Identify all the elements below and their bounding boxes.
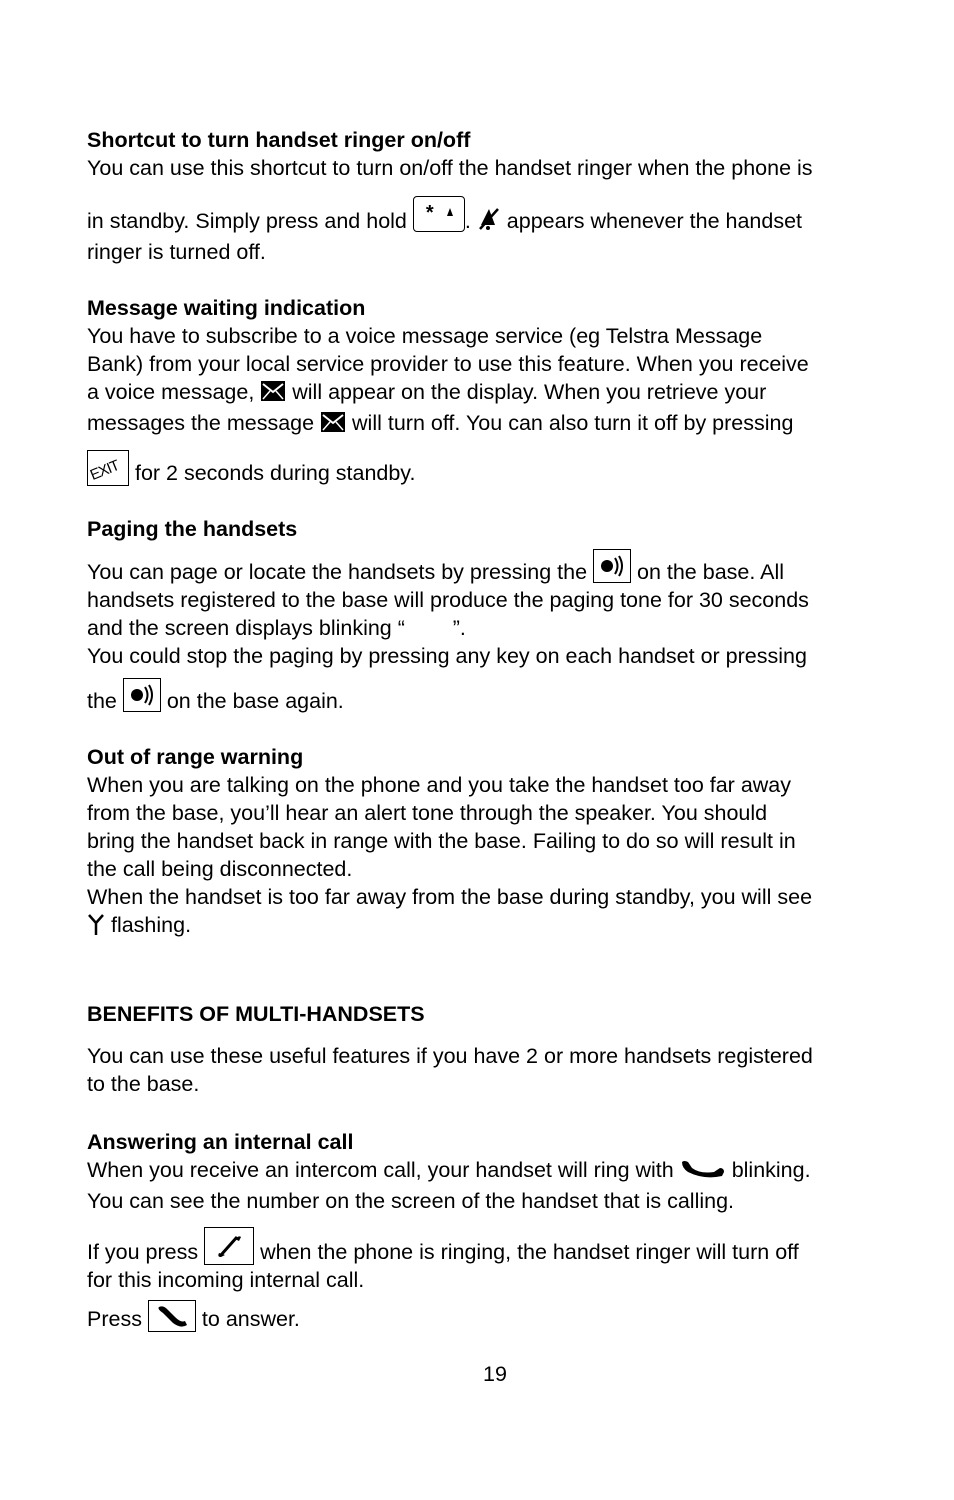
para-range-line3: bring the handset back in range with the base. Failing to do so will result in (87, 829, 796, 853)
antenna-icon (87, 913, 105, 942)
para-internal-line2: You can see the number on the screen of the handset that is calling. (87, 1189, 735, 1213)
para-message-line4: messages the message will turn off. You can also turn it off by pressing (87, 409, 907, 440)
mute-key-icon (204, 1227, 254, 1265)
para-paging-line1: You can page or locate the handsets by pressing the on the base. All (87, 549, 907, 586)
exit-key-icon: EXIT (87, 450, 129, 486)
para-range-line4: the call being disconnected. (87, 857, 353, 881)
para-internal-line1: When you receive an intercom call, your handset will ring with blinking. (87, 1156, 907, 1187)
heading-message: Message waiting indication (87, 296, 366, 320)
para-message-line2: Bank) from your local service provider to use this feature. When you receive (87, 352, 809, 376)
para-paging-line2: handsets registered to the base will produce the paging tone for 30 seconds (87, 588, 809, 612)
heading-benefits: BENEFITS OF MULTI-HANDSETS (87, 1002, 425, 1026)
para-paging-line5: the on the base again. (87, 678, 907, 715)
handset-icon (680, 1158, 726, 1187)
envelope-icon (260, 380, 286, 409)
para-internal-line3: If you press when the phone is ringing, the handset ringer will turn off (87, 1227, 907, 1266)
para-range-line1: When you are talking on the phone and you take the handset too far away (87, 773, 792, 797)
para-paging-line4: You could stop the paging by pressing any key on each handset or pressing (87, 644, 807, 668)
para-message-line1: You have to subscribe to a voice message service (eg Telstra Message (87, 324, 763, 348)
para-internal-line4: for this incoming internal call. (87, 1268, 365, 1292)
heading-internal: Answering an internal call (87, 1130, 354, 1154)
page-number: 19 (483, 1362, 507, 1386)
para-benefits-line2: to the base. (87, 1072, 200, 1096)
para-shortcut-line3: ringer is turned off. (87, 240, 266, 264)
para-paging-line3: and the screen displays blinking “ ”. (87, 616, 466, 640)
para-range-line5: When the handset is too far away from the base during standby, you will see (87, 885, 813, 909)
para-shortcut-line1: You can use this shortcut to turn on/off the handset ringer when the phone is (87, 156, 813, 180)
talk-key-icon (148, 1300, 196, 1332)
para-range-line2: from the base, you’ll hear an alert tone through the speaker. You should (87, 801, 768, 825)
envelope-icon (320, 411, 346, 440)
paging-key-icon (123, 678, 161, 712)
heading-shortcut: Shortcut to turn handset ringer on/off (87, 128, 471, 152)
para-message-line5: EXIT for 2 seconds during standby. (87, 450, 907, 487)
heading-paging: Paging the handsets (87, 517, 298, 541)
ringer-off-icon (477, 207, 501, 238)
para-message-line3: a voice message, will appear on the display. When you retrieve your (87, 378, 907, 409)
para-benefits-line1: You can use these useful features if you have 2 or more handsets registered (87, 1044, 813, 1068)
paging-key-icon (593, 549, 631, 583)
document-page (87, 126, 907, 1333)
star-key-icon: * (413, 196, 465, 232)
para-range-line6: flashing. (87, 911, 907, 942)
para-internal-line5: Press to answer. (87, 1300, 907, 1333)
heading-range: Out of range warning (87, 745, 304, 769)
para-shortcut-line2: in standby. Simply press and hold * . appears whenever the handset (87, 196, 907, 238)
